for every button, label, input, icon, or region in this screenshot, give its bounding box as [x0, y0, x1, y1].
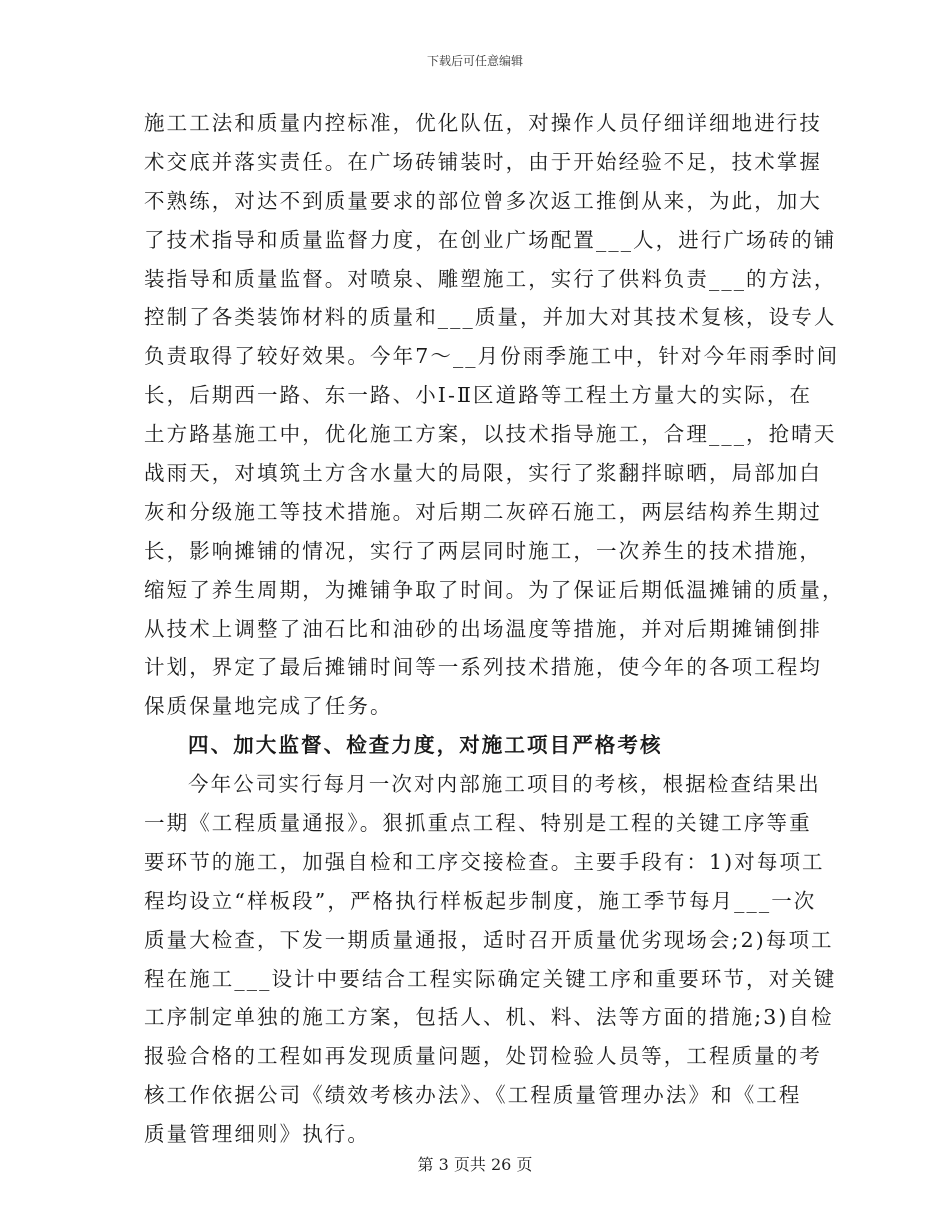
- body-line: 长，后期西一路、东一路、小Ⅰ-Ⅱ区道路等工程土方量大的实际，在: [144, 383, 813, 408]
- body-line: 核工作依据公司《绩效考核办法》、《工程质量管理办法》和《工程: [144, 1083, 802, 1108]
- body-line: 控制了各类装饰材料的质量和___质量，并加大对其技术复核，设专人: [144, 305, 837, 330]
- body-line: 缩短了养生周期，为摊铺争取了时间。为了保证后期低温摊铺的质量，: [144, 577, 845, 602]
- body-line: 一期《工程质量通报》。狠抓重点工程、特别是工程的关键工序等重: [144, 811, 812, 836]
- document-body: [144, 104, 845, 1154]
- body-line: 报验合格的工程如再发现质量问题，处罚检验人员等，工程质量的考: [144, 1044, 822, 1069]
- body-line: 质量大检查，下发一期质量通报，适时召开质量优劣现场会;2)每项工: [144, 927, 834, 952]
- body-line: 保质保量地完成了任务。: [144, 694, 393, 719]
- body-line: 负责取得了较好效果。今年7～__月份雨季施工中，针对今年雨季时间: [144, 344, 840, 369]
- body-line: 工序制定单独的施工方案，包括人、机、料、法等方面的措施;3)自检: [144, 1005, 834, 1030]
- body-line: 程均设立“样板段”，严格执行样板起步制度，施工季节每月___一次: [144, 888, 817, 913]
- body-line: 长，影响摊铺的情况，实行了两层同时施工，一次养生的技术措施，: [144, 538, 822, 563]
- body-line: 战雨天，对填筑土方含水量大的局限，实行了浆翻拌晾晒，局部加白: [144, 461, 822, 486]
- body-line: 不熟练，对达不到质量要求的部位曾多次返工推倒从来，为此，加大: [144, 188, 822, 213]
- page-header: 下载后可任意编辑: [426, 54, 523, 68]
- body-line: 灰和分级施工等技术措施。对后期二灰碎石施工，两层结构养生期过: [144, 499, 822, 524]
- body-line: 装指导和质量监督。对喷泉、雕塑施工，实行了供料负责___的方法，: [144, 266, 837, 291]
- body-line: 了技术指导和质量监督力度，在创业广场配置___人，进行广场砖的铺: [144, 227, 837, 252]
- paragraph-first-line: 今年公司实行每月一次对内部施工项目的考核，根据检查结果出: [188, 772, 821, 797]
- body-line: 从技术上调整了油石比和油砂的出场温度等措施，并对后期摊铺倒排: [144, 616, 822, 641]
- body-line: 质量管理细则》执行。: [144, 1122, 370, 1147]
- body-line: 程在施工___设计中要结合工程实际确定关键工序和重要环节，对关键: [144, 966, 837, 991]
- body-line: 术交底并落实责任。在广场砖铺装时，由于开始经验不足，技术掌握: [144, 149, 822, 174]
- body-line: 计划，界定了最后摊铺时间等一系列技术措施，使今年的各项工程均: [144, 655, 822, 680]
- body-line: 施工工法和质量内控标准，优化队伍，对操作人员仔细详细地进行技: [144, 111, 822, 135]
- section-heading: 四、加大监督、检查力度，对施工项目严格考核: [188, 733, 663, 758]
- body-line: 要环节的施工，加强自检和工序交接检查。主要手段有：1)对每项工: [144, 849, 825, 874]
- body-line: 土方路基施工中，优化施工方案，以技术指导施工，合理___，抢晴天: [144, 422, 837, 447]
- page-footer: 第 3 页共 26 页: [417, 1155, 533, 1174]
